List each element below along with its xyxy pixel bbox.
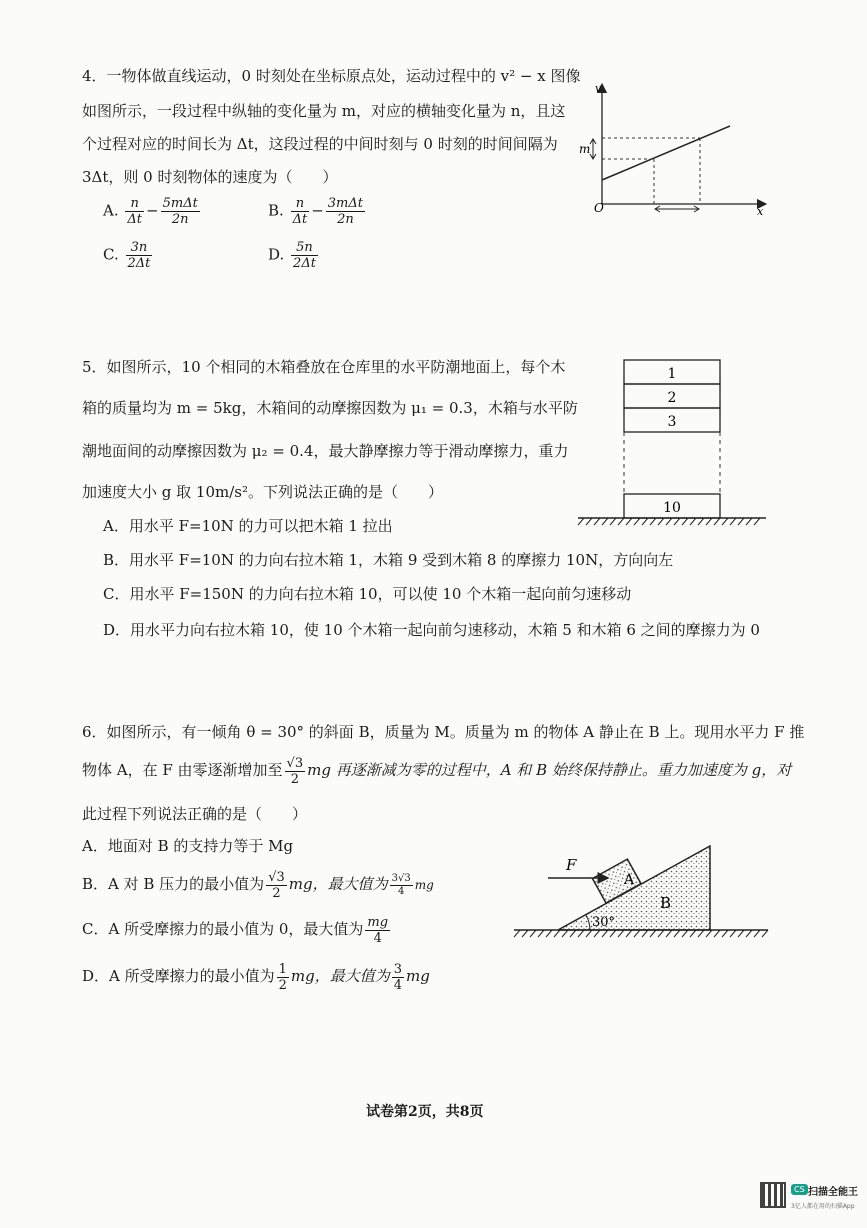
ground-hatch bbox=[714, 930, 720, 937]
ground-hatch bbox=[682, 518, 688, 525]
q5-line-3: 潮地面间的动摩擦因数为 μ₂ = 0.4，最大静摩擦力等于滑动摩擦力，重力 bbox=[82, 442, 569, 460]
ground-hatch bbox=[618, 518, 624, 525]
scanner-watermark bbox=[760, 1180, 858, 1220]
q6-line-2: 物体 A，在 F 由零逐渐增加至 $\frac{√3}{2}$ mg 再逐渐减为零的过程中，A 和 B 始终保持静止。重力加速度为 g，对 bbox=[82, 755, 792, 787]
ground-hatch bbox=[722, 930, 728, 937]
q4-x-label: x bbox=[757, 205, 764, 218]
ground-hatch bbox=[546, 930, 552, 937]
ground-hatch bbox=[674, 930, 680, 937]
q4-y-label: v bbox=[595, 82, 602, 95]
ground-hatch bbox=[602, 518, 608, 525]
ground-hatch bbox=[538, 930, 544, 937]
ground-hatch bbox=[730, 930, 736, 937]
box-3-label: 3 bbox=[667, 414, 677, 430]
ground-hatch bbox=[658, 518, 664, 525]
ground-hatch bbox=[634, 518, 640, 525]
ground-hatch bbox=[610, 930, 616, 937]
ground-hatch bbox=[554, 930, 560, 937]
ground-hatch bbox=[746, 930, 752, 937]
scanner-badge: CS bbox=[791, 1184, 808, 1195]
ground-hatch bbox=[594, 518, 600, 525]
q4-option-d: D. $\frac{5n}{2\Delta t}$ bbox=[268, 240, 316, 271]
q4-line-3: 个过程对应的时间长为 Δt，这段过程的中间时刻与 0 时刻的时间间隔为 bbox=[82, 135, 558, 153]
q6-option-d: D．A 所受摩擦力的最小值为 $\frac{1}{2}$ mg，最大值为 $\frac{3}{4}$ mg bbox=[82, 961, 430, 993]
ground-hatch bbox=[586, 930, 592, 937]
q5-option-c: C．用水平 F=150N 的力向右拉木箱 10，可以使 10 个木箱一起向前匀速移动 bbox=[103, 585, 632, 603]
ground-hatch bbox=[698, 518, 704, 525]
q5-line-2: 箱的质量均为 m = 5kg，木箱间的动摩擦因数为 μ₁ = 0.3，木箱与水平防 bbox=[82, 399, 578, 417]
q4-option-b: B. $\frac{n}{\Delta t}$ − $\frac{\text{3mΔt}}{2n}$ bbox=[268, 196, 363, 227]
q6-option-c: C．A 所受摩擦力的最小值为 0，最大值为 $\frac{mg}{4}$ bbox=[82, 914, 389, 946]
ground-hatch bbox=[746, 518, 752, 525]
ground-hatch bbox=[610, 518, 616, 525]
ground-hatch bbox=[730, 518, 736, 525]
ground-hatch bbox=[706, 518, 712, 525]
scanner-name: 扫描全能王 bbox=[808, 1187, 858, 1198]
ground-hatch bbox=[690, 930, 696, 937]
ground-hatch bbox=[642, 518, 648, 525]
ground-hatch bbox=[714, 518, 720, 525]
ground-hatch bbox=[674, 518, 680, 525]
ground-hatch bbox=[634, 930, 640, 937]
ground-hatch bbox=[522, 930, 528, 937]
ground-hatch bbox=[594, 930, 600, 937]
ground-hatch bbox=[666, 930, 672, 937]
ground-hatch bbox=[738, 930, 744, 937]
q6-incline-figure bbox=[510, 840, 772, 944]
q4-origin-label: O bbox=[594, 201, 604, 215]
ground-hatch bbox=[602, 930, 608, 937]
q4-m-label: m bbox=[579, 142, 591, 156]
box-1-label: 1 bbox=[667, 366, 677, 382]
ground-hatch bbox=[618, 930, 624, 937]
ground-hatch bbox=[658, 930, 664, 937]
angle-label: 30° bbox=[592, 915, 616, 930]
ground-hatch bbox=[754, 930, 760, 937]
q6-line-3: 此过程下列说法正确的是（ ） bbox=[82, 805, 308, 823]
ground-hatch bbox=[578, 930, 584, 937]
q4-line-1: 4．一物体做直线运动，0 时刻处在坐标原点处，运动过程中的 v² − x 图像 bbox=[82, 67, 581, 85]
q4-graph bbox=[572, 82, 772, 218]
q5-box-stack bbox=[572, 356, 772, 528]
ground-hatch bbox=[762, 930, 768, 937]
q6-option-b: B．A 对 B 压力的最小值为 $\frac{√3}{2}$ mg，最大值为 $\frac{3√3}{4}$ mg bbox=[82, 869, 434, 901]
q4-line-2: 如图所示，一段过程中纵轴的变化量为 m，对应的横轴变化量为 n，且这 bbox=[82, 102, 566, 120]
force-f-label: F bbox=[566, 856, 577, 874]
q4-graph-line bbox=[602, 126, 730, 180]
q6-option-a: A．地面对 B 的支持力等于 Mg bbox=[82, 837, 294, 855]
ground-hatch bbox=[706, 930, 712, 937]
q5-option-d: D．用水平力向右拉木箱 10，使 10 个木箱一起向前匀速移动，木箱 5 和木箱 6 之间的摩擦力为 0 bbox=[103, 621, 760, 639]
incline-b-label: B bbox=[660, 894, 672, 912]
ground-hatch bbox=[570, 930, 576, 937]
ground-hatch bbox=[578, 518, 584, 525]
ground-hatch bbox=[626, 518, 632, 525]
ground-hatch bbox=[650, 930, 656, 937]
box-10-label: 10 bbox=[663, 500, 681, 516]
ground-hatch bbox=[514, 930, 520, 937]
ground-hatch bbox=[642, 930, 648, 937]
q4-option-a: A. $\frac{n}{\Delta t}$ − $\frac{\text{5mΔt}}{2n}$ bbox=[103, 196, 198, 227]
ground-hatch bbox=[754, 518, 760, 525]
ground-hatch bbox=[586, 518, 592, 525]
box-2-label: 2 bbox=[667, 390, 677, 406]
block-a-label: A bbox=[624, 872, 635, 888]
qr-code-icon bbox=[760, 1182, 786, 1208]
ground-hatch bbox=[738, 518, 744, 525]
ground-hatch bbox=[722, 518, 728, 525]
q5-option-a: A．用水平 F=10N 的力可以把木箱 1 拉出 bbox=[103, 517, 393, 535]
page-footer: 试卷第2页，共8页 bbox=[366, 1104, 484, 1120]
ground-hatch bbox=[530, 930, 536, 937]
ground-hatch bbox=[690, 518, 696, 525]
ground-hatch bbox=[650, 518, 656, 525]
q5-line-4: 加速度大小 g 取 10m/s²。下列说法正确的是（ ） bbox=[82, 483, 443, 501]
q5-line-1: 5．如图所示，10 个相同的木箱叠放在仓库里的水平防潮地面上，每个木 bbox=[82, 358, 566, 376]
ground-hatch bbox=[682, 930, 688, 937]
q6-line-1: 6．如图所示，有一倾角 θ = 30° 的斜面 B，质量为 M。质量为 m 的物体 A 静止在 B 上。现用水平力 F 推 bbox=[82, 723, 805, 741]
q4-option-c: C. $\frac{3n}{2\Delta t}$ bbox=[103, 240, 151, 271]
ground-hatch bbox=[698, 930, 704, 937]
scanner-sub: 3亿人都在用的扫描App bbox=[791, 1203, 855, 1210]
q5-option-b: B．用水平 F=10N 的力向右拉木箱 1，木箱 9 受到木箱 8 的摩擦力 10N，方向向左 bbox=[103, 551, 674, 569]
ground-hatch bbox=[666, 518, 672, 525]
ground-hatch bbox=[626, 930, 632, 937]
ground-hatch bbox=[562, 930, 568, 937]
q4-line-4: 3Δt，则 0 时刻物体的速度为（ ） bbox=[82, 168, 338, 186]
